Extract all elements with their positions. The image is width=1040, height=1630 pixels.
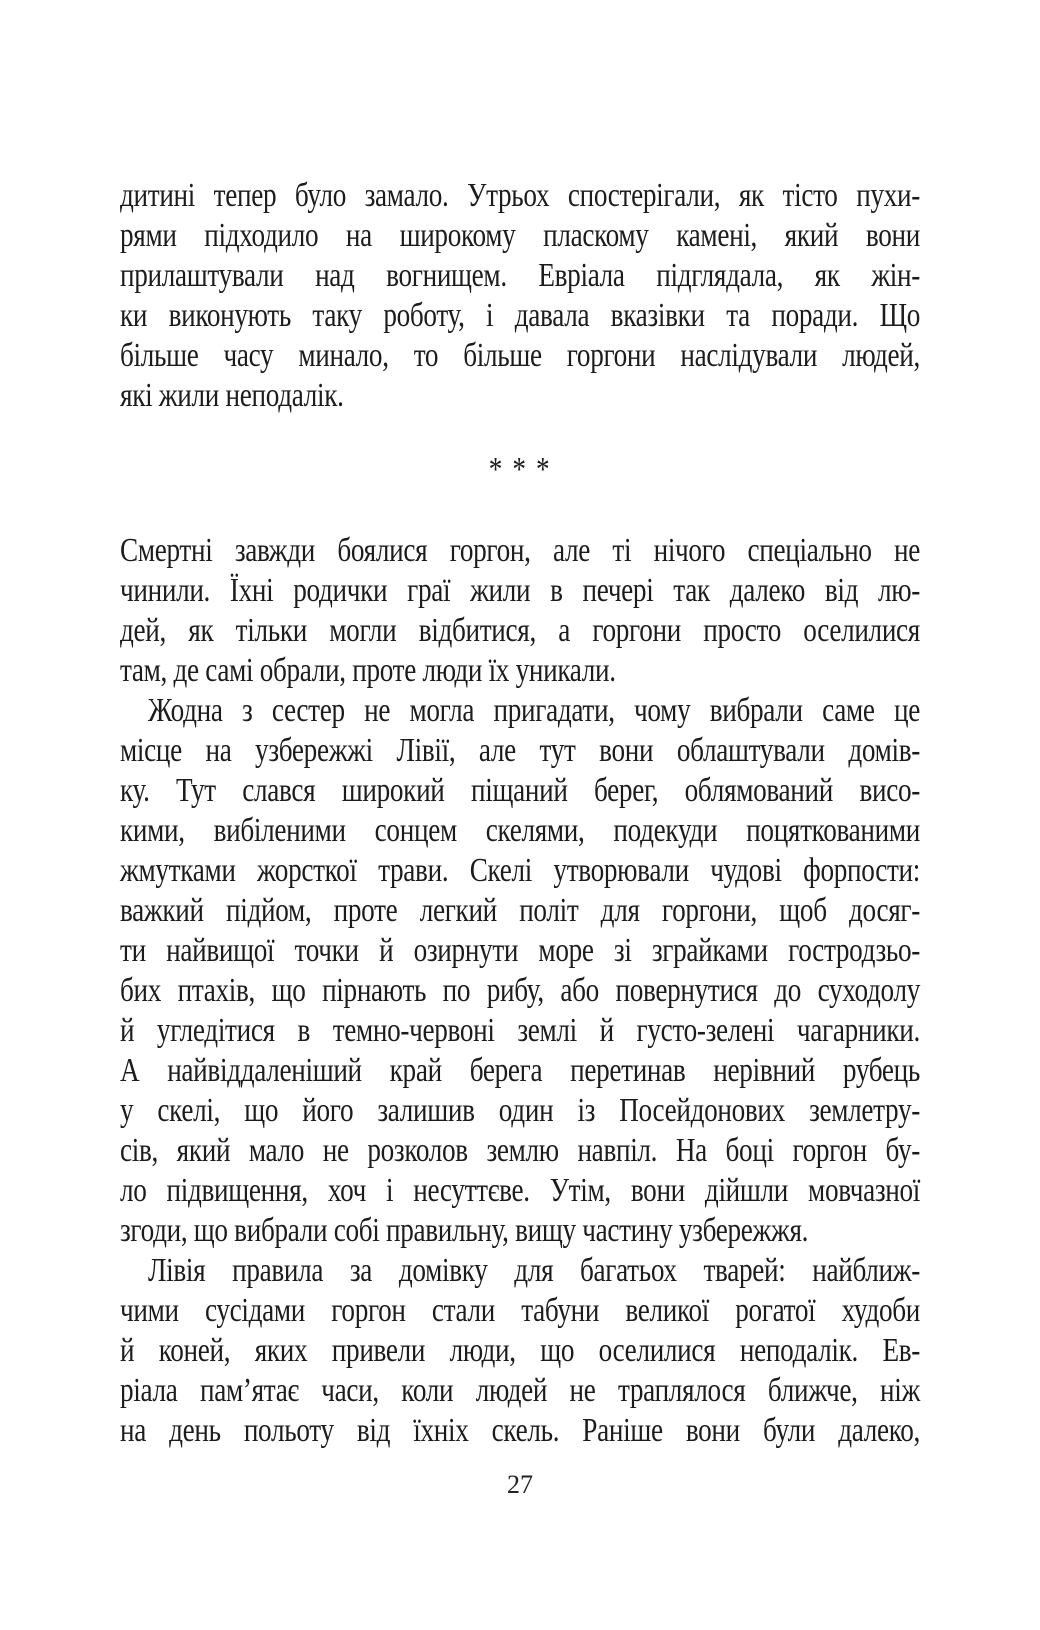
section-separator: * * * (488, 451, 552, 488)
text-line: Жодна з сестер не могла пригадати, чому вибрали саме це (148, 692, 920, 729)
text-line: ки виконують таку роботу, і давала вказівки та поради. Що (120, 297, 920, 334)
text-line: рями підходило на широкому пласкому камені, який вони (120, 217, 920, 254)
paragraph (120, 691, 920, 1251)
text-line: важкий підйом, проте легкий політ для горгони, щоб досяг- (120, 892, 920, 929)
text-line: й коней, яких привели люди, що оселилися неподалік. Ев- (120, 1332, 920, 1369)
page-text (120, 176, 920, 1451)
text-line: прилаштували над вогнищем. Евріала підглядала, як жін- (120, 257, 920, 294)
paragraph (120, 531, 920, 691)
text-line: Лівія правила за домівку для багатьох тварей: найближ- (148, 1252, 920, 1289)
text-line: кими, вибіленими сонцем скелями, подекуди поцяткованими (120, 812, 920, 849)
text-line: у скелі, що його залишив один із Посейдонових землетру- (120, 1092, 920, 1129)
text-line: ріала пам’ятає часи, коли людей не траплялося ближче, ніж (120, 1372, 920, 1409)
text-line: ло підвищення, хоч і несуттєве. Утім, вони дійшли мовчазної (120, 1172, 920, 1209)
text-line: які жили неподалік. (120, 377, 344, 414)
text-line: сів, який мало не розколов землю навпіл. На боці горгон бу- (120, 1132, 920, 1169)
text-line: жмутками жорсткої трави. Скелі утворювали чудові форпости: (120, 852, 920, 889)
text-line: дей, як тільки могли відбитися, а горгони просто оселилися (120, 612, 920, 649)
text-line: на день польоту від їхніх скель. Раніше вони були далеко, (120, 1412, 920, 1449)
text-line: місце на узбережжі Лівії, але тут вони облаштували домів- (120, 732, 920, 769)
text-line: бих птахів, що пірнають по рибу, або повернутися до суходолу (120, 972, 920, 1009)
text-line: дитині тепер було замало. Утрьох спостерігали, як тісто пухи- (120, 177, 920, 214)
text-line: й угледітися в темно-червоні землі й густо-зелені чагарники. (120, 1012, 920, 1049)
text-line: чинили. Їхні родички граї жили в печері так далеко від лю- (120, 572, 920, 609)
text-line: там, де самі обрали, проте люди їх уникали. (120, 652, 616, 689)
text-line: чими сусідами горгон стали табуни великої рогатої худоби (120, 1292, 920, 1329)
page-number: 27 (507, 1470, 533, 1499)
paragraph (120, 176, 920, 416)
text-line: більше часу минало, то більше горгони наслідували людей, (120, 337, 920, 374)
text-line: А найвіддаленіший край берега перетинав нерівний рубець (120, 1052, 920, 1089)
text-line: ти найвищої точки й озирнути море зі зграйками гостродзьо- (120, 932, 920, 969)
text-line: згоди, що вибрали собі правильну, вищу частину узбережжя. (120, 1212, 809, 1249)
paragraph (120, 1251, 920, 1451)
text-line: Смертні завжди боялися горгон, але ті нічого спеціально не (120, 532, 920, 569)
text-line: ку. Тут слався широкий піщаний берег, облямований висо- (120, 772, 920, 809)
